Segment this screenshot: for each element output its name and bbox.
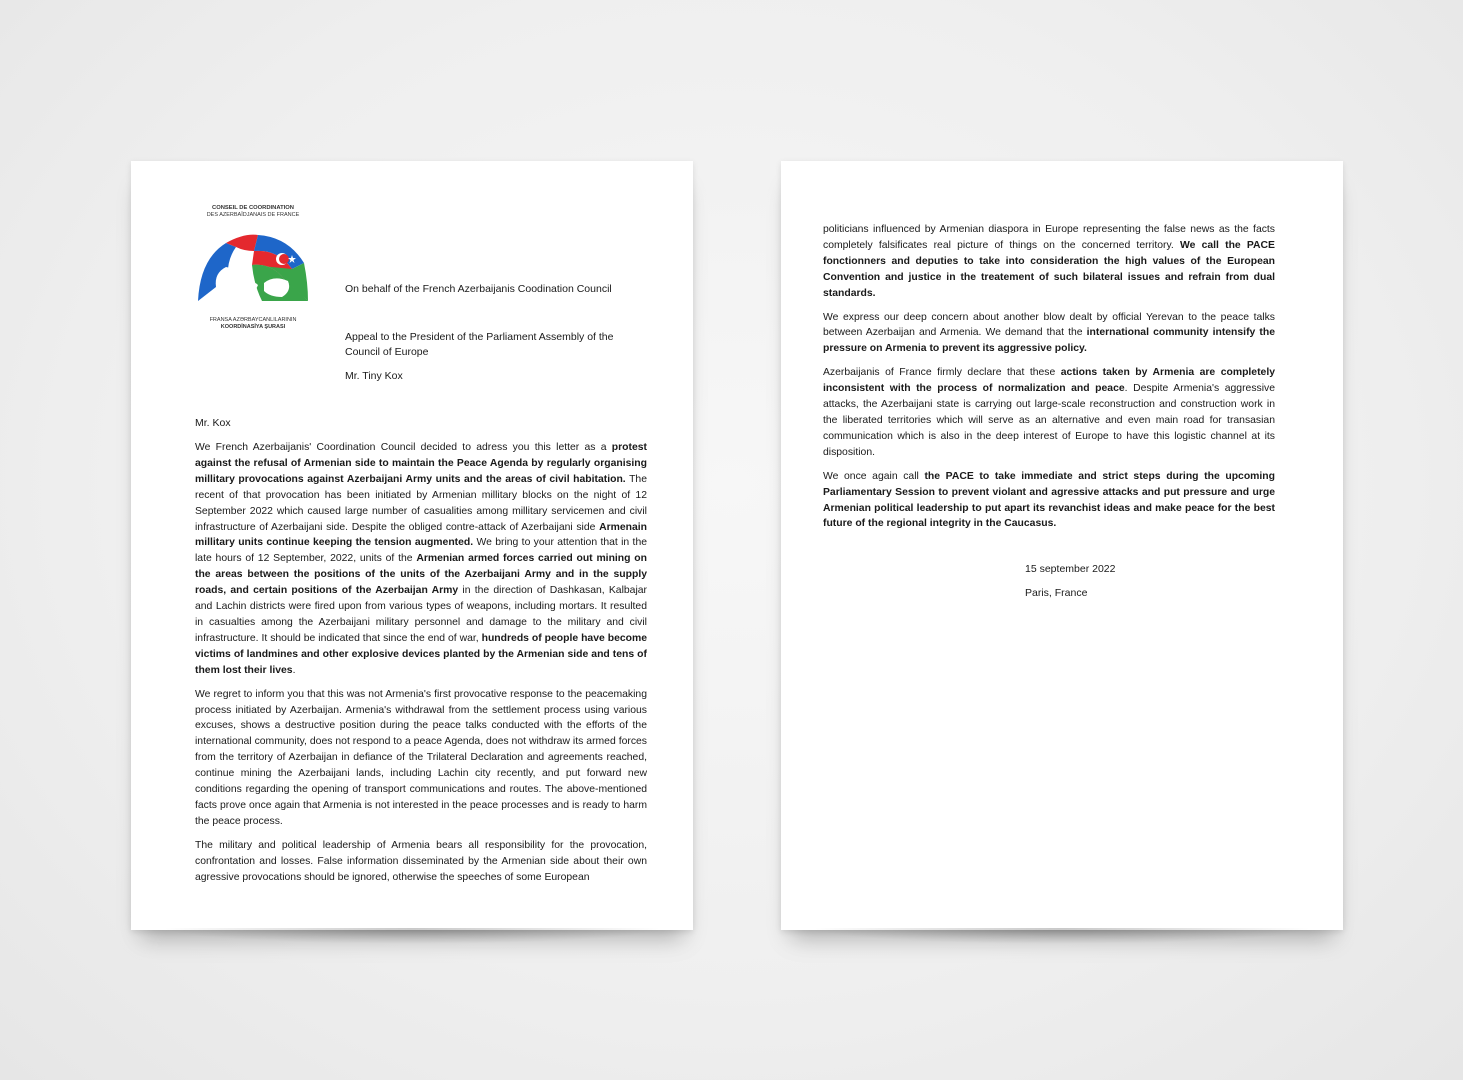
council-logo bbox=[193, 205, 313, 330]
bold-run: protest against the refusal of Armenian side to maintain the Peace Agenda by regularly organising millitary provocations against Azerbaijani Army units and the areas of civil habitation. bbox=[195, 442, 647, 485]
text-run: . bbox=[292, 664, 296, 676]
letter-body-right bbox=[823, 222, 1275, 540]
appeal-line-2: Council of Europe bbox=[345, 346, 429, 358]
bold-run: Armenain millitary units continue keeping the tension augmented. bbox=[195, 521, 647, 549]
letter-date: 15 september 2022 bbox=[1025, 563, 1116, 575]
paragraph-5 bbox=[823, 310, 1275, 358]
bold-run: We call the PACE fonctionners and deputies to take into consideration the high values of the European Convention and justice in the treatement of such bilateral issues and refrain from dual standards. bbox=[823, 239, 1275, 299]
letter-page-1 bbox=[131, 161, 693, 930]
bold-run: actions taken by Armenia are completely inconsistent with the process of normalization and peace bbox=[823, 367, 1275, 395]
logo-bottom-text bbox=[193, 317, 313, 331]
letter-place: Paris, France bbox=[1025, 587, 1088, 599]
logo-bottom-line1: FRANSA AZƏRBAYCANLILARININ bbox=[209, 317, 297, 323]
paragraph-6 bbox=[823, 365, 1275, 460]
bold-run: Armenian armed forces carried out mining on the areas between the positions of the units of the Azerbaijani Army and in the supply roads, and certain positions of the Azerbaijan Army bbox=[195, 553, 647, 597]
appeal-title bbox=[345, 330, 614, 360]
letter-body-left bbox=[195, 440, 647, 893]
bold-run: hundreds of people have become victims of landmines and other explosive devices planted by the Armenian side and tens of them lost their lives bbox=[195, 632, 647, 676]
text-run: We once again call bbox=[823, 470, 925, 482]
logo-bottom-line2: KOORDİNASİYA ŞURASI bbox=[220, 324, 286, 330]
logo-top-line1: CONSEIL DE COORDINATION bbox=[212, 205, 294, 211]
text-run: Azerbaijanis of France firmly declare that these bbox=[823, 367, 1061, 379]
text-run: in the direction of Dashkasan, Kalbajar and Lachin districts were fired upon from various types of weapons, including mortars. It resulted in casualties among the Azerbaijani military personnel and damage to the military and civil infrastructure. It should be indicated that since the end of war, bbox=[195, 585, 647, 644]
paragraph-7 bbox=[823, 469, 1275, 533]
paragraph-2: We regret to inform you that this was not Armenia's first provocative response to the peacemaking process initiated by Azerbaijan. Armenia's withdrawal from the settlement process using various excuses, shows a destructive position during the peace talks conducted with the efforts of the international community, does not respond to a peace Agenda, does not withdraw its armed forces from the territory of Azerbaijan in defiance of the Trilateral Declaration and agreements reached, continue mining the Azerbaijani lands, including Lachin city recently, and put forward new conditions regarding the opening of transport communications and routes. The above-mentioned facts prove once again that Armenia is not interested in the peace processes and is ready to harm the peace process. bbox=[195, 688, 647, 827]
text-run: We express our deep concern about another blow dealt by official Yerevan to the peace talks between Azerbaijan and Armenia. We demand that the bbox=[823, 311, 1275, 339]
paragraph-3: The military and political leadership of Armenia bears all responsibility for the provocation, confrontation and losses. False information disseminated by the Armenian side about their own agressive provocations should be ignored, otherwise the speeches of some European bbox=[195, 839, 647, 883]
text-run: We bring to your attention that in the late hours of 12 September, 2022, units of the bbox=[195, 537, 648, 565]
appeal-line-1: Appeal to the President of the Parliament Assembly of the bbox=[345, 331, 614, 343]
text-run: politicians influenced by Armenian diaspora in Europe representing the false news as the facts completely falsificates real picture of things on the concerned territory. bbox=[823, 224, 1275, 251]
bold-run: the PACE to take immediate and strict steps during the upcoming Parliamentary Session to prevent violant and agressive attacks and put pressure and urge Armenian political leadership to put apart its revanchist ideas and make peace for the best future of the regional integrity in the Caucasus. bbox=[823, 470, 1275, 530]
logo-top-text bbox=[193, 205, 313, 219]
paragraph-1 bbox=[195, 440, 647, 679]
letter-page-2 bbox=[781, 161, 1343, 930]
paragraph-4 bbox=[823, 222, 1275, 302]
addressee: Mr. Tiny Kox bbox=[345, 370, 403, 382]
salutation: Mr. Kox bbox=[195, 417, 231, 429]
text-run: We French Azerbaijanis' Coordination Council decided to adress you this letter as a bbox=[195, 442, 612, 453]
on-behalf-line: On behalf of the French Azerbaijanis Coodination Council bbox=[345, 283, 612, 295]
text-run: The recent of that provocation has been initiated by Armenian millitary blocks on the night of 12 September 2022 which caused large number of casualities among millitary servicemen and civil infrastructure of Azerbaijani side. Despite the obliged contre-attack of Azerbaijani side bbox=[195, 473, 647, 533]
logo-top-line2: DES AZERBAÏDJANAIS DE FRANCE bbox=[206, 212, 300, 218]
bold-run: international community intensify the pressure on Armenia to prevent its aggressive policy. bbox=[823, 327, 1275, 355]
flags-map-emblem bbox=[196, 221, 310, 315]
text-run: . Despite Armenia's aggressive attacks, the Azerbaijani state is carrying out large-scale reconstruction and construction work in the liberated territories which will serve as an alternative and even main road for transasian communication which is also in the deep interest of Europe to have this logistic channel at its disposition. bbox=[823, 383, 1275, 458]
